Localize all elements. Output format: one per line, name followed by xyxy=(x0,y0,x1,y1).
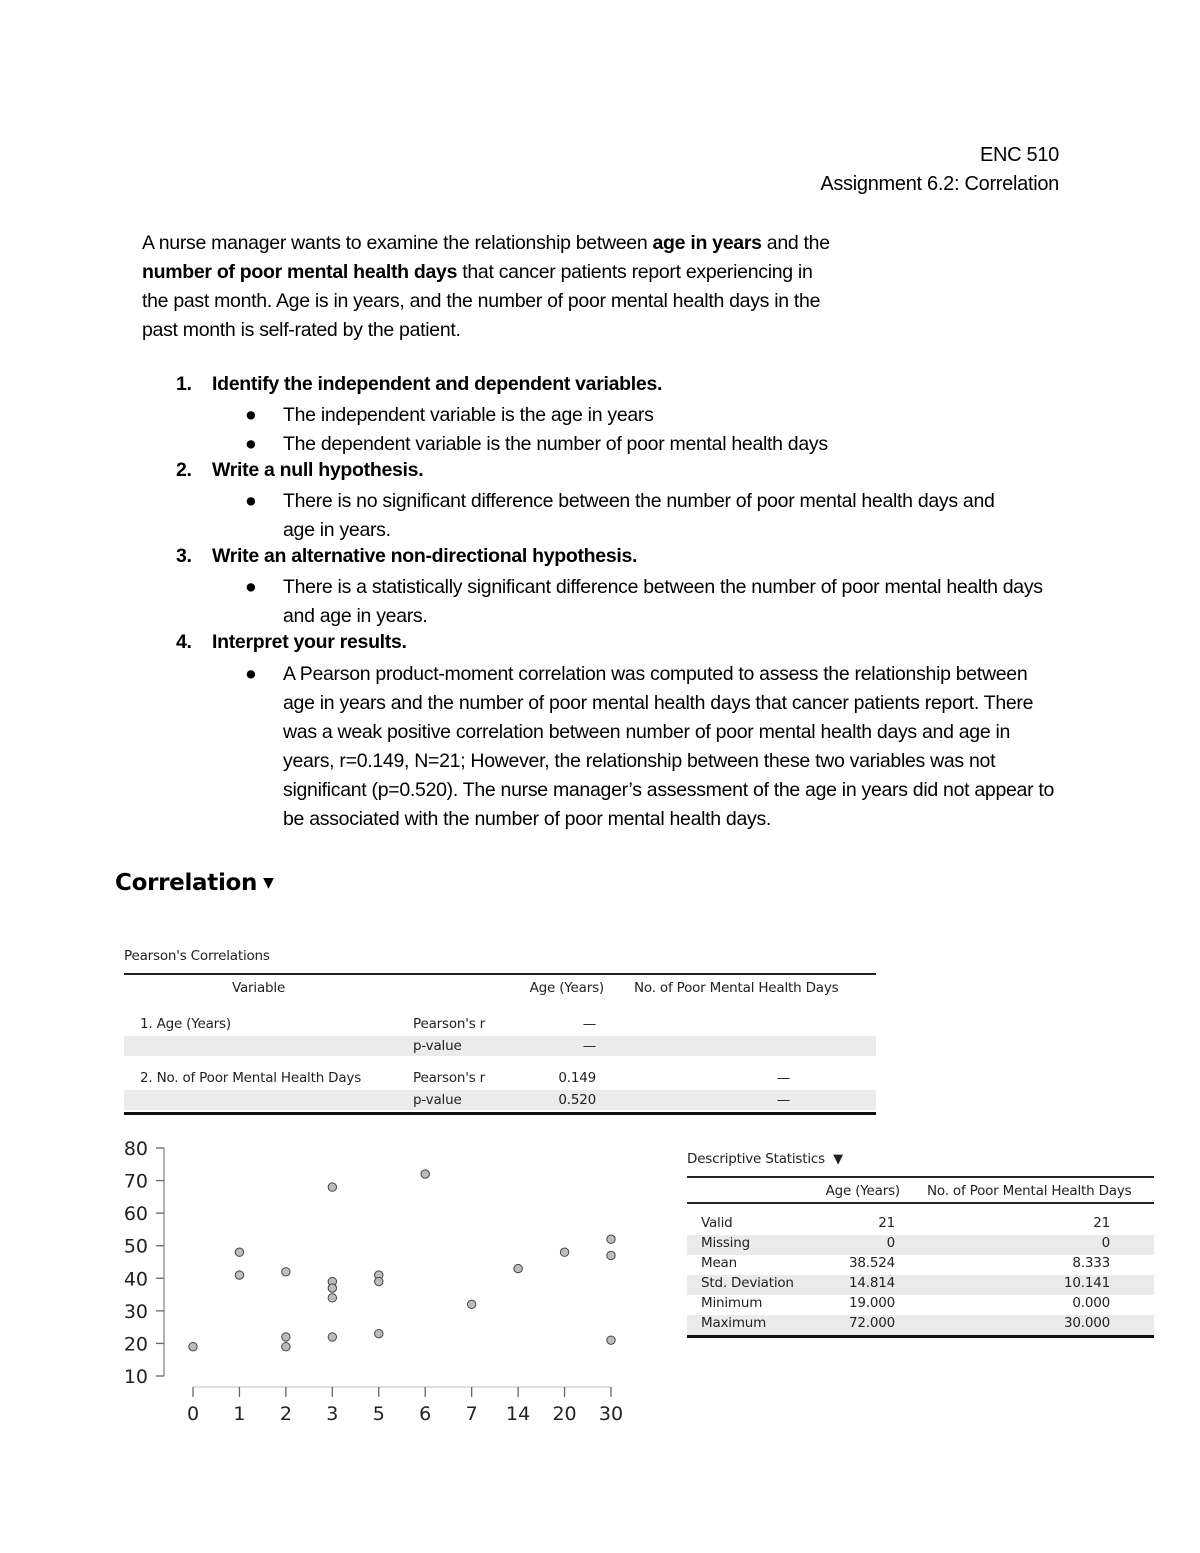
table-cell: 0.520 xyxy=(558,1092,596,1108)
svg-text:6: 6 xyxy=(419,1403,432,1425)
answer-1a xyxy=(245,401,1055,430)
table-cell: 0 xyxy=(886,1235,895,1251)
data-point xyxy=(560,1248,568,1256)
correlation-section-header[interactable] xyxy=(115,870,274,896)
table-rule xyxy=(124,973,876,975)
intro-text: that cancer patients report experiencing in xyxy=(457,261,813,283)
table-cell: 2. No. of Poor Mental Health Days xyxy=(140,1070,362,1086)
answer-1b xyxy=(245,430,1055,459)
intro-bold-age: age in years xyxy=(652,232,762,254)
svg-text:7: 7 xyxy=(465,1403,478,1425)
question-label: Write an alternative non-directional hypothesis. xyxy=(212,545,638,567)
table-cell: — xyxy=(776,1092,790,1108)
table-cell: 72.000 xyxy=(848,1315,895,1331)
table-cell: 21 xyxy=(1093,1215,1110,1231)
intro-text: and the xyxy=(761,232,830,254)
table-cell: 10.141 xyxy=(1063,1275,1110,1291)
intro-text: the past month. Age is in years, and the number of poor mental health days in the xyxy=(142,290,821,312)
table-cell: 8.333 xyxy=(1072,1255,1110,1271)
assignment-title: Assignment 6.2: Correlation xyxy=(820,173,1059,195)
data-point xyxy=(235,1248,243,1256)
svg-text:20: 20 xyxy=(123,1333,148,1356)
data-point xyxy=(514,1264,522,1272)
collapse-triangle-icon[interactable]: ▼ xyxy=(263,875,274,891)
table-cell: 0.149 xyxy=(558,1070,596,1086)
table-cell: — xyxy=(776,1070,790,1086)
answer-text: The dependent variable is the number of poor mental health days xyxy=(283,433,828,455)
data-point xyxy=(467,1300,475,1308)
data-points xyxy=(189,1170,615,1351)
svg-text:70: 70 xyxy=(123,1170,148,1193)
table-rule xyxy=(687,1176,1154,1178)
table-cell: Minimum xyxy=(701,1295,763,1311)
data-point xyxy=(328,1333,336,1341)
svg-text:0: 0 xyxy=(186,1403,200,1425)
bullet-icon: ● xyxy=(245,433,257,455)
bullet-icon: ● xyxy=(245,404,257,426)
data-point xyxy=(328,1294,336,1302)
table-cell: 1. Age (Years) xyxy=(140,1016,231,1032)
question-2 xyxy=(176,459,423,482)
scatter-plot xyxy=(110,1130,640,1430)
bullet-icon: ● xyxy=(245,490,257,512)
svg-text:5: 5 xyxy=(372,1403,385,1425)
question-number: 3. xyxy=(176,545,192,567)
row-shade xyxy=(124,1036,876,1056)
svg-text:1: 1 xyxy=(233,1403,246,1425)
table-cell: 19.000 xyxy=(848,1295,895,1311)
data-point xyxy=(189,1342,197,1350)
data-point xyxy=(421,1170,429,1178)
answer-text: A Pearson product-moment correlation was computed to assess the relationship between age in years and the number of poor mental health days that cancer patients report. There was a weak positive correlation between number of poor mental health days and age in years, r=0.149, N=21; However, the relationship between these two variables was not significant (p=0.520). The nurse manager’s assessment of the age in years did not appear to be associated with the number of poor mental health days. xyxy=(283,663,1055,830)
data-point xyxy=(607,1336,615,1344)
question-3 xyxy=(176,545,637,568)
intro-text: past month is self-rated by the patient. xyxy=(142,319,461,341)
course-code: ENC 510 xyxy=(979,144,1059,166)
y-axis xyxy=(124,1138,164,1388)
bullet-icon: ● xyxy=(245,663,257,685)
data-point xyxy=(282,1342,290,1350)
descriptive-stats-header[interactable] xyxy=(687,1151,843,1167)
table-cell: — xyxy=(582,1016,596,1032)
table-rule xyxy=(687,1202,1154,1204)
data-point xyxy=(282,1268,290,1276)
column-header: Variable xyxy=(232,980,286,996)
table-cell: Pearson's r xyxy=(413,1016,486,1032)
svg-text:50: 50 xyxy=(123,1235,148,1258)
data-point xyxy=(607,1251,615,1259)
section-title: Correlation xyxy=(115,870,258,896)
data-point xyxy=(607,1235,615,1243)
question-4 xyxy=(176,631,407,654)
question-label: Interpret your results. xyxy=(212,631,407,653)
answer-3a xyxy=(245,573,1055,631)
collapse-triangle-icon[interactable]: ▼ xyxy=(833,1152,843,1167)
table-cell: 14.814 xyxy=(848,1275,895,1291)
answer-4a xyxy=(245,660,1055,834)
table-cell: Pearson's r xyxy=(413,1070,486,1086)
table-cell: p-value xyxy=(413,1038,462,1054)
question-1 xyxy=(176,373,662,396)
svg-text:14: 14 xyxy=(506,1403,531,1425)
question-number: 4. xyxy=(176,631,192,653)
column-header: Age (Years) xyxy=(529,980,604,996)
table-cell: Std. Deviation xyxy=(701,1275,794,1291)
svg-text:20: 20 xyxy=(552,1403,577,1425)
svg-text:3: 3 xyxy=(326,1403,339,1425)
descriptive-table-title: Descriptive Statistics xyxy=(687,1151,825,1167)
svg-text:80: 80 xyxy=(123,1138,148,1160)
x-axis xyxy=(187,1387,623,1425)
answer-text: There is a statistically significant difference between the number of poor mental health days and age in years. xyxy=(283,576,1043,627)
answer-2a xyxy=(245,487,1025,545)
table-cell: 0.000 xyxy=(1072,1295,1110,1311)
bullet-icon: ● xyxy=(245,576,257,598)
question-label: Identify the independent and dependent variables. xyxy=(212,373,663,395)
table-cell: — xyxy=(582,1038,596,1054)
table-cell: Mean xyxy=(701,1255,737,1271)
table-cell: 21 xyxy=(878,1215,895,1231)
data-point xyxy=(282,1333,290,1341)
table-cell: Valid xyxy=(701,1215,733,1231)
question-number: 2. xyxy=(176,459,192,481)
column-header: No. of Poor Mental Health Days xyxy=(927,1183,1132,1199)
column-header: Age (Years) xyxy=(825,1183,900,1199)
question-number: 1. xyxy=(176,373,192,395)
table-rule xyxy=(124,1112,876,1115)
svg-text:40: 40 xyxy=(123,1268,148,1291)
data-point xyxy=(375,1329,383,1337)
table-rule xyxy=(687,1335,1154,1338)
intro-text: A nurse manager wants to examine the relationship between xyxy=(142,232,653,254)
svg-text:2: 2 xyxy=(279,1403,292,1425)
svg-text:30: 30 xyxy=(123,1300,148,1323)
svg-text:10: 10 xyxy=(123,1366,148,1388)
answer-text: The independent variable is the age in years xyxy=(283,404,654,426)
column-header: No. of Poor Mental Health Days xyxy=(634,980,839,996)
table-cell: 0 xyxy=(1101,1235,1110,1251)
data-point xyxy=(375,1277,383,1285)
intro-bold-days: number of poor mental health days xyxy=(142,261,458,283)
question-label: Write a null hypothesis. xyxy=(212,459,424,481)
data-point xyxy=(328,1183,336,1191)
table-cell: 30.000 xyxy=(1063,1315,1110,1331)
table-cell: p-value xyxy=(413,1092,462,1108)
answer-text: There is no significant difference between the number of poor mental health days and age in years. xyxy=(283,490,995,541)
svg-text:60: 60 xyxy=(123,1203,148,1226)
table-cell: Maximum xyxy=(701,1315,767,1331)
data-point xyxy=(235,1271,243,1279)
pearson-table-title: Pearson's Correlations xyxy=(124,948,270,964)
svg-text:30: 30 xyxy=(598,1403,624,1425)
intro-paragraph xyxy=(142,229,942,345)
data-point xyxy=(328,1284,336,1292)
table-cell: Missing xyxy=(701,1235,750,1251)
table-cell: 38.524 xyxy=(848,1255,895,1271)
